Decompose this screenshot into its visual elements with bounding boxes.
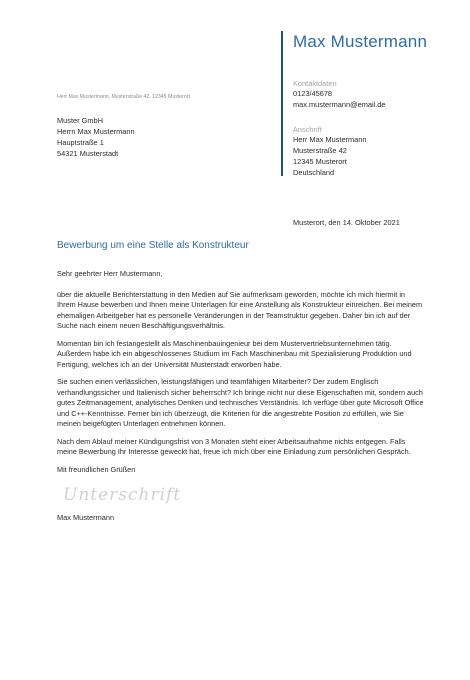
body-paragraph: Nach dem Ablauf meiner Kündigungsfrist von 3 Monaten steht einer Arbeitsaufnahme nichts entgegen. Falls meine Bewerbung Ihr Interesse geweckt hat, freue ich mich über eine Einladung zum persönlichen Gespräch. bbox=[57, 436, 411, 456]
letter-body bbox=[57, 269, 425, 482]
salutation: Sehr geehrter Herr Mustermann, bbox=[57, 269, 163, 278]
sender-return-line: Herr Max Mustermann, Musterstraße 42, 12345 Musterort bbox=[57, 94, 190, 100]
contact-label: Kontaktdaten bbox=[293, 79, 337, 88]
letter-date: Musterort, den 14. Oktober 2021 bbox=[293, 218, 400, 227]
address-line: 12345 Musterort bbox=[293, 157, 347, 166]
address-label: Anschrift bbox=[293, 125, 322, 134]
letter-subject: Bewerbung um eine Stelle als Konstrukteur bbox=[57, 240, 249, 251]
email-address[interactable]: max.mustermann@email.de bbox=[293, 100, 386, 109]
body-paragraph: über die aktuelle Berichterstattung in den Medien auf Sie aufmerksam geworden, möchte ich mich hiermit in Ihrem Hause bewerben und Ihnen meine Unterlagen für eine Anstellung als Konstrukteur einreichen. Bei meinem ehemaligen Arbeitgeber hat es personelle Veränderungen in der Teamstruktur gegeben. Daher bin ich auf der Suche nach einem neuen Beschäftigungsverhältnis. bbox=[57, 289, 423, 330]
handwritten-signature: Unterschrift bbox=[63, 485, 182, 505]
signature-name: Max Mustermann bbox=[57, 513, 115, 522]
recipient-line: Muster GmbH bbox=[57, 116, 103, 125]
phone-number: 0123/45678 bbox=[293, 89, 333, 98]
applicant-name: Max Mustermann bbox=[293, 32, 428, 51]
recipient-address bbox=[57, 115, 135, 159]
address-line: Musterstraße 42 bbox=[293, 146, 347, 155]
header-divider-line bbox=[281, 31, 283, 176]
recipient-line: Hauptstraße 1 bbox=[57, 138, 104, 147]
body-paragraph: Momentan bin ich festangestellt als Maschinenbauingenieur bei dem Mustervertriebsunternehmen tätig. Außerdem habe ich ein abgeschlossenes Studium im Fach Maschinenbau mit Spezialisierung Produktion und Fertigung, welches ich an der Universität Musterstadt erworben habe. bbox=[57, 338, 412, 369]
closing: Mit freundlichen Grüßen bbox=[57, 464, 136, 474]
recipient-line: 54321 Musterstadt bbox=[57, 149, 119, 158]
recipient-line: Herrn Max Mustermann bbox=[57, 127, 135, 136]
body-paragraph: Sie suchen einen verlässlichen, leistungsfähigen und teamfähigen Mitarbeiter? Der zudem Englisch verhandlungssicher und Italienisch sicher beherrscht? Ich bringe nicht nur diese Eigenschaften mit, sondern auch gutes Zeitmanagement, analytisches Denken und technisches Verständnis. Ich verfüge über gute Microsoft Office und C++-Kenntnisse. Ferner bin ich überzeugt, die Kriterien für die angestrebte Position zu erfüllen, wie Sie meinen beigefügten Unterlagen entnehmen können. bbox=[57, 377, 424, 428]
address-line: Deutschland bbox=[293, 168, 335, 177]
address-line: Herr Max Mustermann bbox=[293, 135, 367, 144]
applicant-address bbox=[293, 134, 367, 178]
